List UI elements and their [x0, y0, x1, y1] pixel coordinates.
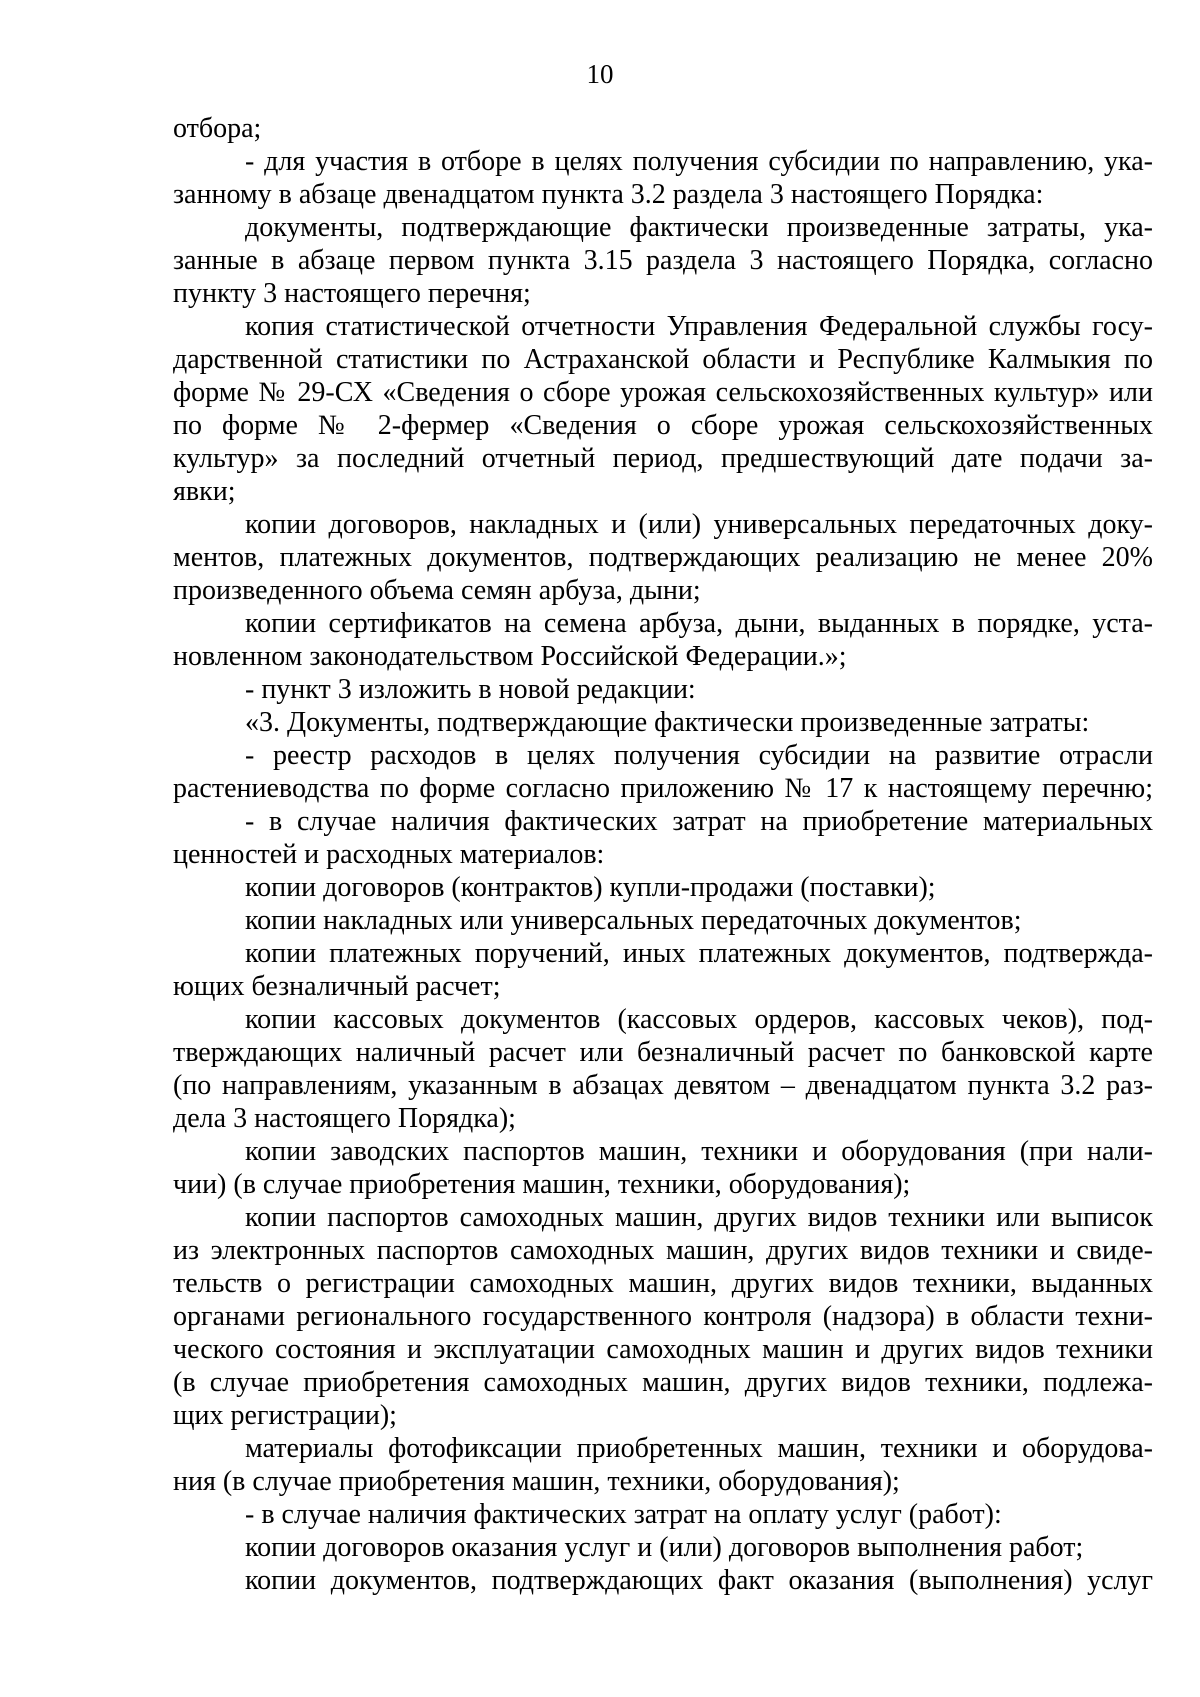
text-line: растениеводства по форме согласно приложению № 17 к настоящему перечню; [173, 773, 1153, 804]
text-line: копии договоров (контрактов) купли-продажи (поставки); [245, 872, 936, 903]
text-line: копии договоров, накладных и (или) универсальных передаточных доку- [245, 509, 1153, 540]
text-line: ценностей и расходных материалов: [173, 839, 605, 870]
text-line: «3. Документы, подтверждающие фактически произведенные затраты: [245, 707, 1090, 738]
text-line: отбора; [173, 113, 262, 144]
text-line: копии заводских паспортов машин, техники и оборудования (при нали- [245, 1136, 1153, 1167]
text-line: чии) (в случае приобретения машин, техники, оборудования); [173, 1169, 911, 1200]
text-line: занные в абзаце первом пункта 3.15 раздела 3 настоящего Порядка, согласно [173, 245, 1153, 276]
text-line: тверждающих наличный расчет или безналичный расчет по банковской карте [173, 1037, 1153, 1068]
text-line: щих регистрации); [173, 1400, 397, 1431]
text-line: ния (в случае приобретения машин, техники, оборудования); [173, 1466, 900, 1497]
text-line: - для участия в отборе в целях получения субсидии по направлению, ука- [245, 146, 1153, 177]
text-line: тельств о регистрации самоходных машин, других видов техники, выданных [173, 1268, 1153, 1299]
text-line: культур» за последний отчетный период, предшествующий дате подачи за- [173, 443, 1153, 474]
text-line: копии паспортов самоходных машин, других видов техники или выписок [245, 1202, 1153, 1233]
text-line: по форме № 2-фермер «Сведения о сборе урожая сельскохозяйственных [173, 410, 1153, 441]
text-line: документы, подтверждающие фактически произведенные затраты, ука- [245, 212, 1153, 243]
text-line: материалы фотофиксации приобретенных машин, техники и оборудова- [245, 1433, 1153, 1464]
document-body [173, 112, 1153, 1597]
text-line: ментов, платежных документов, подтверждающих реализацию не менее 20% [173, 542, 1153, 573]
text-line: копии платежных поручений, иных платежных документов, подтвержда- [245, 938, 1153, 969]
text-line: копии договоров оказания услуг и (или) договоров выполнения работ; [245, 1532, 1084, 1563]
text-line: - в случае наличия фактических затрат на приобретение материальных [245, 806, 1153, 837]
text-line: ческого состояния и эксплуатации самоходных машин и других видов техники [173, 1334, 1153, 1365]
text-line: - в случае наличия фактических затрат на оплату услуг (работ): [245, 1499, 1002, 1530]
text-line: - реестр расходов в целях получения субсидии на развитие отрасли [245, 740, 1153, 771]
text-line: копии документов, подтверждающих факт оказания (выполнения) услуг [245, 1565, 1153, 1596]
text-line: дела 3 настоящего Порядка); [173, 1103, 516, 1134]
text-line: из электронных паспортов самоходных машин, других видов техники и свиде- [173, 1235, 1153, 1266]
text-line: (по направлениям, указанным в абзацах девятом – двенадцатом пункта 3.2 раз- [173, 1070, 1153, 1101]
page-number: 10 [586, 59, 614, 89]
text-line: копии сертификатов на семена арбуза, дыни, выданных в порядке, уста- [245, 608, 1153, 639]
text-line: произведенного объема семян арбуза, дыни; [173, 575, 701, 606]
text-line: явки; [173, 476, 236, 507]
text-line: (в случае приобретения самоходных машин, других видов техники, подлежа- [173, 1367, 1153, 1398]
text-line: ющих безналичный расчет; [173, 971, 501, 1002]
text-line: органами регионального государственного контроля (надзора) в области техни- [173, 1301, 1153, 1332]
text-line: пункту 3 настоящего перечня; [173, 278, 531, 309]
text-line: - пункт 3 изложить в новой редакции: [245, 674, 696, 705]
text-line: копии кассовых документов (кассовых ордеров, кассовых чеков), под- [245, 1004, 1153, 1035]
text-line: дарственной статистики по Астраханской области и Республике Калмыкия по [173, 344, 1153, 375]
text-line: копия статистической отчетности Управления Федеральной службы госу- [245, 311, 1153, 342]
text-line: копии накладных или универсальных передаточных документов; [245, 905, 1022, 936]
text-line: новленном законодательством Российской Федерации.»; [173, 641, 847, 672]
text-line: занному в абзаце двенадцатом пункта 3.2 раздела 3 настоящего Порядка: [173, 179, 1044, 210]
text-line: форме № 29-СХ «Сведения о сборе урожая сельскохозяйственных культур» или [173, 377, 1153, 408]
